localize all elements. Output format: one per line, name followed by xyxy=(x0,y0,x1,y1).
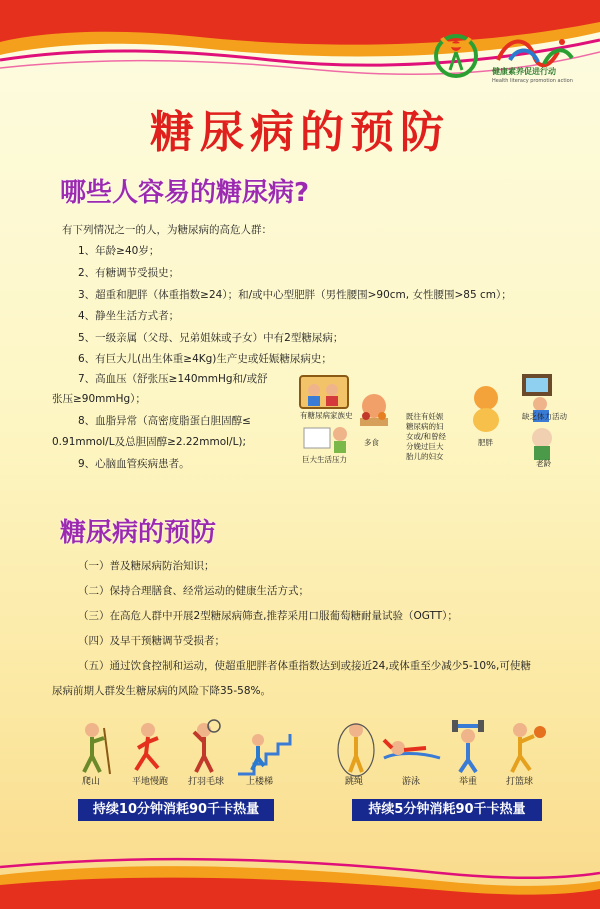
risk-item-1: 1、年龄≥40岁； xyxy=(78,245,160,257)
caption-family-history: 有糖尿病家族史 xyxy=(300,411,353,420)
activity-stairs: 上楼梯 xyxy=(246,777,274,787)
prevention-item-5b: 尿病前期人群发生糖尿病的风险下降35-58%。 xyxy=(52,685,271,697)
caption-pregnancy-3: 女或/和曾经 xyxy=(406,432,447,441)
caption-elderly: 老龄 xyxy=(536,459,551,468)
logo-text: 健康素养促进行动 xyxy=(492,67,556,76)
risk-illustrations xyxy=(290,370,590,475)
caption-pregnancy-2: 糖尿病的妇 xyxy=(406,422,444,431)
activity-rope-skipping: 跳绳 xyxy=(345,777,364,787)
risk-intro: 有下列情况之一的人，为糖尿病的高危人群： xyxy=(62,224,272,236)
caption-obesity: 肥胖 xyxy=(478,438,493,447)
activity-climbing: 爬山 xyxy=(82,777,101,787)
risk-item-5: 5、一级亲属（父母、兄弟姐妹或子女）中有2型糖尿病； xyxy=(78,332,344,344)
risk-item-4: 4、静坐生活方式者； xyxy=(78,310,180,322)
caption-pregnancy-5: 胎儿的妇女 xyxy=(406,452,444,461)
risk-item-7b: 张压≥90mmHg）； xyxy=(52,393,146,405)
risk-item-8b: 0.91mmol/L及总胆固醇≥2.22mmol/L); xyxy=(52,436,247,448)
caption-pregnancy-1: 既往有妊娠 xyxy=(406,412,444,421)
exercise-figures-icon xyxy=(0,718,600,778)
risk-item-8a: 8、血脂异常（高密度脂蛋白胆固醇≤ xyxy=(78,415,251,427)
logo-subtext: Health literacy promotion action xyxy=(492,78,573,84)
prevention-item-2: （二）保持合理膳食、经常运动的健康生活方式； xyxy=(78,585,309,597)
risk-item-7a: 7、高血压（舒张压≥140mmHg和/或舒 xyxy=(78,373,268,385)
risk-item-9: 9、心脑血管疾病患者。 xyxy=(78,458,190,470)
activity-basketball: 打篮球 xyxy=(506,777,534,787)
caption-overeating: 多食 xyxy=(364,438,379,447)
banner-10-minutes: 持续10分钟消耗90千卡热量 xyxy=(78,799,274,821)
risk-item-2: 2、有糖调节受损史； xyxy=(78,267,180,279)
banner-5-minutes: 持续5分钟消耗90千卡热量 xyxy=(352,799,542,821)
section-risk-title: 哪些人容易的糖尿病? xyxy=(60,178,310,208)
activity-jogging: 平地慢跑 xyxy=(132,777,169,787)
health-logo-icon xyxy=(428,26,484,82)
prevention-item-3: （三）在高危人群中开展2型糖尿病筛查,推荐采用口服葡萄糖耐量试验（OGTT）； xyxy=(78,610,458,622)
risk-item-6: 6、有巨大儿(出生体重≥4Kg)生产史或妊娠糖尿病史； xyxy=(78,353,332,365)
page-title: 糖尿病的预防 xyxy=(150,107,450,158)
caption-lack-exercise: 缺乏体力活动 xyxy=(522,412,567,421)
risk-item-3: 3、超重和肥胖（体重指数≥24）；和/或中心型肥胖（男性腰围>90cm, 女性腰围>85 cm）； xyxy=(78,289,512,301)
activity-badminton: 打羽毛球 xyxy=(188,777,225,787)
activity-swimming: 游泳 xyxy=(402,777,421,787)
section-prevention-title: 糖尿病的预防 xyxy=(60,518,217,548)
prevention-item-4: （四）及早干预糖调节受损者； xyxy=(78,635,225,647)
caption-pregnancy-4: 分娩过巨大 xyxy=(406,442,444,451)
activity-weightlifting: 举重 xyxy=(459,777,478,787)
prevention-item-5a: （五）通过饮食控制和运动，使超重肥胖者体重指数达到或接近24,或体重至少减少5-10%,可使糖 xyxy=(78,660,531,672)
bottom-wave-decoration xyxy=(0,829,600,909)
prevention-item-1: （一）普及糖尿病防治知识； xyxy=(78,560,215,572)
caption-pressure: 巨大生活压力 xyxy=(302,455,347,464)
